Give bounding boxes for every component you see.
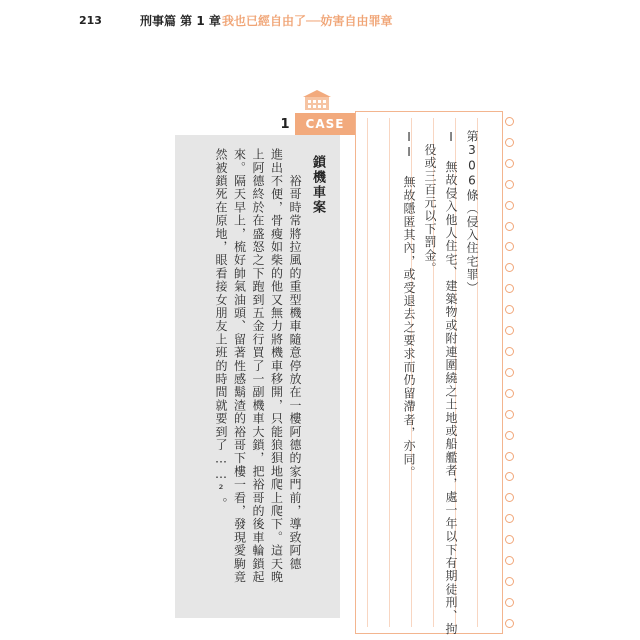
binder-hole bbox=[505, 535, 514, 544]
binder-hole bbox=[505, 493, 514, 502]
binder-hole bbox=[505, 263, 514, 272]
binder-hole bbox=[505, 431, 514, 440]
binder-hole bbox=[505, 305, 514, 314]
story-panel bbox=[175, 135, 340, 618]
case-badge bbox=[275, 113, 355, 135]
binder-hole bbox=[505, 180, 514, 189]
house-icon bbox=[297, 88, 337, 110]
binder-hole bbox=[505, 556, 514, 565]
case-label: CASE bbox=[295, 113, 355, 135]
binder-hole bbox=[505, 472, 514, 481]
binder-hole bbox=[505, 619, 514, 628]
chapter-heading: 刑事篇 第 1 章 bbox=[140, 14, 221, 28]
binder-hole bbox=[505, 222, 514, 231]
binder-hole bbox=[505, 368, 514, 377]
binder-hole bbox=[505, 577, 514, 586]
story-title: 鎖機車案 bbox=[310, 155, 325, 215]
binder-hole bbox=[505, 410, 514, 419]
binder-hole bbox=[505, 138, 514, 147]
law-article-text: 第306條（侵入住宅罪） I 無故侵入他人住宅、建築物或附連圍繞之土地或船艦者，處一年以下有期徒刑、拘 役或三百元以下罰金。 II 無故隱匿其內，或受退去之要求而仍留滯者，亦同。 bbox=[402, 130, 479, 636]
binder-hole bbox=[505, 201, 514, 210]
case-number: 1 bbox=[275, 113, 295, 135]
binder-holes bbox=[505, 111, 515, 634]
binder-hole bbox=[505, 117, 514, 126]
story-body: 裕哥時常將拉風的重型機車隨意停放在一樓阿德的家門前，導致阿德 進出不便，骨瘦如柴的他又無力將機車移開，只能狼狽地爬上爬下。這天晚 上阿德終於在盛怒之下跑到五金行買了一副機車大鎖，把裕哥的後車輪鎖起 來。隔天早上，梳好帥氣油頭、留著性感鬍渣的裕哥下樓一看，發現愛駒竟 然被鎖死在原地，眼看接女朋友上班的時間就要到了……²。 bbox=[214, 148, 302, 584]
binder-hole bbox=[505, 598, 514, 607]
binder-hole bbox=[505, 326, 514, 335]
page-number: 213 bbox=[79, 14, 102, 27]
binder-hole bbox=[505, 452, 514, 461]
binder-hole bbox=[505, 284, 514, 293]
binder-hole bbox=[505, 514, 514, 523]
chapter-subtitle: 我也已經自由了──妨害自由罪章 bbox=[222, 14, 393, 28]
binder-hole bbox=[505, 389, 514, 398]
binder-hole bbox=[505, 347, 514, 356]
binder-hole bbox=[505, 242, 514, 251]
binder-hole bbox=[505, 159, 514, 168]
